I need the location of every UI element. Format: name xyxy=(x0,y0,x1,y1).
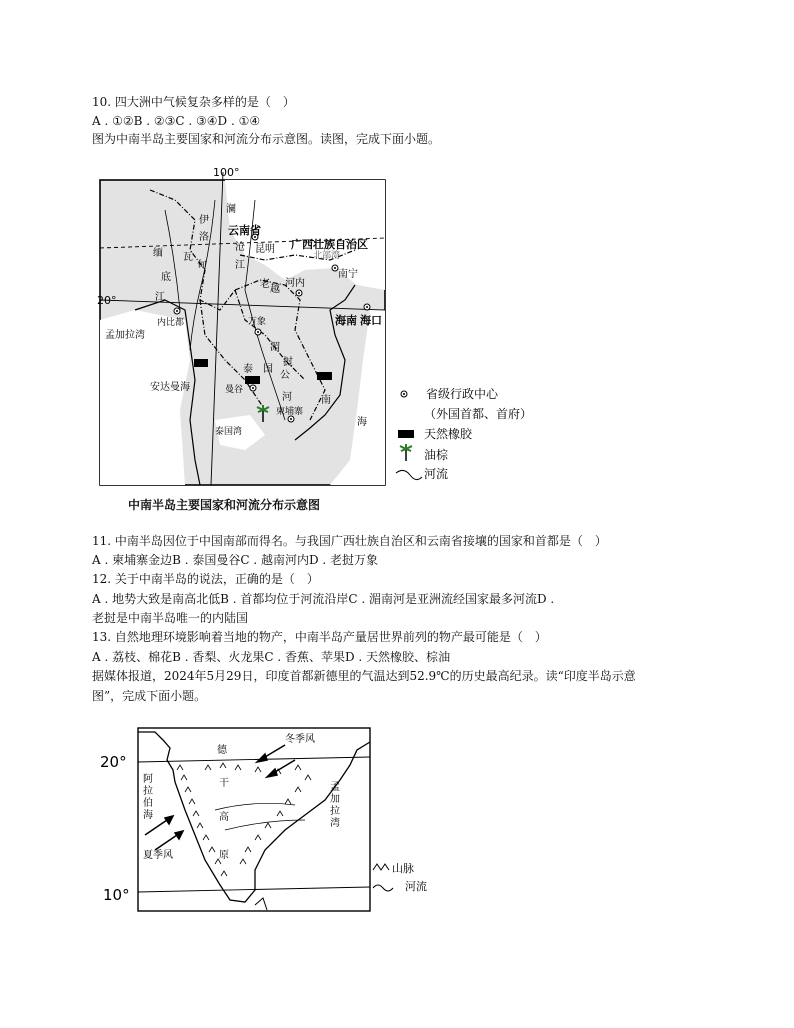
lao-char: 挝 xyxy=(283,357,293,368)
mekong-char: 公 xyxy=(280,370,290,381)
deccan-char: 德 xyxy=(217,745,227,756)
winter-monsoon-label: 冬季风 xyxy=(285,734,315,745)
gulf-thailand-label: 泰国湾 xyxy=(215,427,243,437)
q10-stem: 10. 四大洲中气候复杂多样的是（ ） xyxy=(92,95,295,109)
irrawaddy-char: 伊 xyxy=(199,215,209,226)
rubber-icon xyxy=(398,430,414,438)
q11-stem: 11. 中南半岛因位于中国南部而得名。与我国广西壮族自治区和云南省接壤的国家和首都是（ ） xyxy=(92,534,607,548)
bengal-char: 湾 xyxy=(330,818,340,829)
andaman-label: 安达曼海 xyxy=(150,382,190,393)
myanmar-char: 缅 xyxy=(153,248,163,259)
mekong-char: 湄 xyxy=(270,342,280,353)
irrawaddy-char: 底 xyxy=(161,272,171,283)
arabian-char: 伯 xyxy=(143,798,153,809)
myanmar-char: 甸 xyxy=(197,260,207,271)
q13-stem: 13. 自然地理环境影响着当地的物产，中南半岛产量居世界前列的物产最可能是（ ） xyxy=(92,630,547,644)
hanoi-label: 河内 xyxy=(285,278,305,289)
indochina-legend xyxy=(394,385,534,485)
lat20-label: 20° xyxy=(100,753,127,771)
kunming-label: 昆明 xyxy=(255,244,275,255)
legend-river: 河流 xyxy=(424,467,449,481)
deccan-char: 干 xyxy=(219,778,229,789)
palm-legend-icon xyxy=(400,444,412,461)
map1-caption: 中南半岛主要国家和河流分布示意图 xyxy=(128,498,321,512)
bengal-label: 孟加拉湾 xyxy=(105,330,145,341)
q12-stem: 12. 关于中南半岛的说法，正确的是（ ） xyxy=(92,572,319,586)
lat-20-label: 20° xyxy=(97,294,117,307)
thai-char: 泰 xyxy=(243,364,253,375)
deccan-char: 高 xyxy=(219,812,229,823)
beibu-label: 北部湾 xyxy=(313,251,341,261)
thai-char: 国 xyxy=(263,364,273,375)
sea-label: 海 xyxy=(357,417,367,428)
lao-char: 老 xyxy=(260,279,270,290)
intro-text-2a: 据媒体报道，2024年5月29日，印度首都新德里的气温达到52.9℃的历史最高纪录。读“印度半岛示意 xyxy=(92,669,636,683)
salween-char: 澜 xyxy=(226,204,236,215)
arabian-char: 海 xyxy=(143,810,153,821)
salween-char: 沧 xyxy=(235,242,245,253)
irrawaddy-char: 瓦 xyxy=(183,252,193,263)
vientiane-label: 万象 xyxy=(248,317,267,327)
bengal-char: 孟 xyxy=(330,782,340,793)
river-legend-icon xyxy=(396,470,422,479)
arabian-char: 阿 xyxy=(143,774,153,785)
phnompenh-label: 柬埔寨 xyxy=(276,407,304,417)
india-map xyxy=(95,720,435,920)
mekong-char: 河 xyxy=(282,392,292,403)
legend-capital-sub: （外国首都、首府） xyxy=(424,407,533,421)
legend-mountain: 山脉 xyxy=(392,862,414,875)
nanning-label: 南宁 xyxy=(338,269,358,280)
legend-palm: 油棕 xyxy=(424,448,449,462)
intro-text-1: 图为中南半岛主要国家和河流分布示意图。读图，完成下面小题。 xyxy=(92,132,441,146)
summer-monsoon-label: 夏季风 xyxy=(143,850,173,861)
q10-options: A . ①②B . ②③C . ③④D . ①④ xyxy=(92,114,261,128)
irrawaddy-char: 江 xyxy=(155,292,165,303)
salween-char: 江 xyxy=(235,260,245,271)
irrawaddy-char: 洛 xyxy=(199,232,209,243)
q12-options-1: A . 地势大致是南高北低B . 首都均位于河流沿岸C . 湄南河是亚洲流经国家最多河流D . xyxy=(92,592,555,606)
naypyidaw-label: 内比都 xyxy=(157,318,185,328)
hainan-label: 海南 xyxy=(335,314,357,327)
yunnan-label: 云南省 xyxy=(228,224,261,237)
river-legend-icon-2 xyxy=(373,885,393,891)
q11-options: A . 柬埔寨金边B . 泰国曼谷C . 越南河内D . 老挝万象 xyxy=(92,553,379,567)
vietnam-char: 越 xyxy=(270,284,280,295)
lon-100-label: 100° xyxy=(213,166,240,179)
mountain-legend-icon xyxy=(373,864,389,870)
indochina-map xyxy=(95,160,395,492)
lat10-label: 10° xyxy=(103,886,130,904)
deccan-char: 原 xyxy=(219,850,229,861)
bengal-char: 拉 xyxy=(330,806,340,817)
vietnam-char: 南 xyxy=(321,395,331,406)
q13-options: A . 荔枝、棉花B . 香梨、火龙果C . 香蕉、苹果D . 天然橡胶、棕油 xyxy=(92,650,451,664)
bengal-char: 加 xyxy=(330,794,340,805)
legend-rubber: 天然橡胶 xyxy=(424,427,473,441)
bangkok-label: 曼谷 xyxy=(225,385,244,395)
intro-text-2b: 图”，完成下面小题。 xyxy=(92,689,207,703)
legend-river-2: 河流 xyxy=(405,880,427,893)
legend-capital: 省级行政中心 xyxy=(426,387,499,401)
haikou-label: 海口 xyxy=(360,314,382,327)
guangxi-label: 广西壮族自治区 xyxy=(291,238,368,251)
q12-options-2: 老挝是中南半岛唯一的内陆国 xyxy=(92,611,249,625)
arabian-char: 拉 xyxy=(143,786,153,797)
